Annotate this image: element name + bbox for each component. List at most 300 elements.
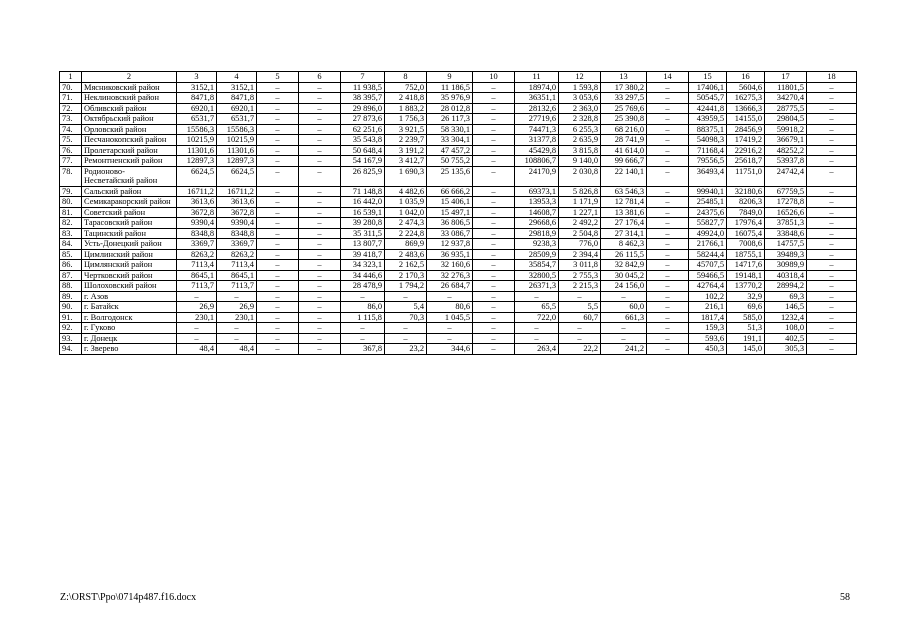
value-cell: – bbox=[299, 302, 341, 313]
value-cell: – bbox=[257, 228, 299, 239]
value-cell: 45707,5 bbox=[689, 260, 727, 271]
value-cell: 30 045,2 bbox=[601, 270, 647, 281]
value-cell: – bbox=[385, 333, 427, 344]
row-number-cell: 78. bbox=[60, 166, 82, 186]
value-cell: – bbox=[647, 93, 689, 104]
district-name-cell: Ремонтненский район bbox=[82, 156, 177, 167]
table-row bbox=[60, 302, 857, 313]
value-cell: 8263,2 bbox=[217, 249, 257, 260]
value-cell: – bbox=[647, 249, 689, 260]
header-cell: 2 bbox=[82, 72, 177, 83]
district-name-cell: г. Гуково bbox=[82, 323, 177, 334]
value-cell: – bbox=[427, 323, 473, 334]
value-cell: – bbox=[647, 333, 689, 344]
value-cell: 3152,1 bbox=[217, 82, 257, 93]
value-cell: – bbox=[473, 218, 515, 229]
value-cell: 13 381,6 bbox=[601, 207, 647, 218]
value-cell: – bbox=[807, 135, 857, 146]
value-cell: 22,2 bbox=[559, 344, 601, 355]
district-name-cell: Сальский район bbox=[82, 186, 177, 197]
value-cell: – bbox=[473, 333, 515, 344]
value-cell: – bbox=[807, 281, 857, 292]
value-cell: 16711,2 bbox=[217, 186, 257, 197]
value-cell: – bbox=[647, 218, 689, 229]
value-cell: – bbox=[807, 82, 857, 93]
value-cell: 43959,5 bbox=[689, 114, 727, 125]
value-cell: 37851,3 bbox=[765, 218, 807, 229]
table-row bbox=[60, 124, 857, 135]
table-row bbox=[60, 145, 857, 156]
value-cell: 60,0 bbox=[601, 302, 647, 313]
row-number-cell: 93. bbox=[60, 333, 82, 344]
value-cell: – bbox=[807, 260, 857, 271]
value-cell: – bbox=[299, 197, 341, 208]
row-number-cell: 71. bbox=[60, 93, 82, 104]
district-name-cell: г. Батайск bbox=[82, 302, 177, 313]
value-cell: 230,1 bbox=[217, 312, 257, 323]
value-cell: – bbox=[807, 291, 857, 302]
value-cell: 86,0 bbox=[341, 302, 385, 313]
value-cell: – bbox=[473, 239, 515, 250]
row-number-cell: 72. bbox=[60, 103, 82, 114]
value-cell: – bbox=[647, 207, 689, 218]
value-cell: – bbox=[473, 166, 515, 186]
value-cell: – bbox=[807, 312, 857, 323]
district-name-cell: г. Азов bbox=[82, 291, 177, 302]
district-name-cell: Цимлянский район bbox=[82, 260, 177, 271]
value-cell: 59466,5 bbox=[689, 270, 727, 281]
value-cell: 8645,1 bbox=[177, 270, 217, 281]
value-cell: – bbox=[473, 302, 515, 313]
value-cell: – bbox=[299, 186, 341, 197]
value-cell: 34 446,6 bbox=[341, 270, 385, 281]
value-cell: 6531,7 bbox=[177, 114, 217, 125]
value-cell: 25 390,8 bbox=[601, 114, 647, 125]
value-cell: – bbox=[647, 302, 689, 313]
value-cell: – bbox=[647, 323, 689, 334]
value-cell: 55827,7 bbox=[689, 218, 727, 229]
value-cell: 12897,3 bbox=[217, 156, 257, 167]
district-name-cell: Чертковский район bbox=[82, 270, 177, 281]
value-cell: – bbox=[299, 239, 341, 250]
value-cell: – bbox=[601, 323, 647, 334]
value-cell: 35 311,5 bbox=[341, 228, 385, 239]
value-cell: 29 896,0 bbox=[341, 103, 385, 114]
value-cell: 99940,1 bbox=[689, 186, 727, 197]
table-row bbox=[60, 166, 857, 186]
value-cell: – bbox=[257, 145, 299, 156]
value-cell: 42764,4 bbox=[689, 281, 727, 292]
value-cell: 6 255,3 bbox=[559, 124, 601, 135]
value-cell: 24742,4 bbox=[765, 166, 807, 186]
value-cell: 11751,0 bbox=[727, 166, 765, 186]
value-cell: – bbox=[299, 166, 341, 186]
table-row bbox=[60, 312, 857, 323]
value-cell: – bbox=[177, 333, 217, 344]
value-cell: 108,0 bbox=[765, 323, 807, 334]
value-cell: 34 323,1 bbox=[341, 260, 385, 271]
value-cell: – bbox=[257, 207, 299, 218]
value-cell: – bbox=[807, 239, 857, 250]
value-cell: 54098,3 bbox=[689, 135, 727, 146]
table-row bbox=[60, 323, 857, 334]
table-row bbox=[60, 260, 857, 271]
table-row bbox=[60, 270, 857, 281]
header-cell: 8 bbox=[385, 72, 427, 83]
value-cell: – bbox=[601, 333, 647, 344]
value-cell: 2 170,3 bbox=[385, 270, 427, 281]
value-cell: – bbox=[299, 114, 341, 125]
value-cell: 60,7 bbox=[559, 312, 601, 323]
value-cell: – bbox=[515, 323, 559, 334]
value-cell: 14608,7 bbox=[515, 207, 559, 218]
value-cell: – bbox=[647, 124, 689, 135]
value-cell: 191,1 bbox=[727, 333, 765, 344]
value-cell: – bbox=[299, 270, 341, 281]
value-cell: 65,5 bbox=[515, 302, 559, 313]
value-cell: 28775,5 bbox=[765, 103, 807, 114]
header-cell: 6 bbox=[299, 72, 341, 83]
value-cell: 14717,6 bbox=[727, 260, 765, 271]
value-cell: 722,0 bbox=[515, 312, 559, 323]
value-cell: 25618,7 bbox=[727, 156, 765, 167]
value-cell: 29668,6 bbox=[515, 218, 559, 229]
data-table bbox=[59, 71, 857, 355]
value-cell: 54 167,9 bbox=[341, 156, 385, 167]
value-cell: – bbox=[385, 291, 427, 302]
value-cell: 146,5 bbox=[765, 302, 807, 313]
value-cell: 16275,3 bbox=[727, 93, 765, 104]
district-name-cell: Песчанокопский район bbox=[82, 135, 177, 146]
value-cell: – bbox=[807, 186, 857, 197]
value-cell: – bbox=[257, 270, 299, 281]
value-cell: 216,1 bbox=[689, 302, 727, 313]
value-cell: 776,0 bbox=[559, 239, 601, 250]
value-cell: – bbox=[385, 323, 427, 334]
value-cell: – bbox=[257, 302, 299, 313]
value-cell: 8471,8 bbox=[217, 93, 257, 104]
value-cell: 7113,4 bbox=[217, 260, 257, 271]
district-name-cell: Советский район bbox=[82, 207, 177, 218]
table-row bbox=[60, 103, 857, 114]
value-cell: 53937,8 bbox=[765, 156, 807, 167]
value-cell: 11301,6 bbox=[177, 145, 217, 156]
value-cell: 66 666,2 bbox=[427, 186, 473, 197]
value-cell: 1 042,0 bbox=[385, 207, 427, 218]
value-cell: 18755,1 bbox=[727, 249, 765, 260]
value-cell: 39 280,8 bbox=[341, 218, 385, 229]
header-cell: 16 bbox=[727, 72, 765, 83]
value-cell: – bbox=[473, 281, 515, 292]
value-cell: – bbox=[299, 312, 341, 323]
header-cell: 1 bbox=[60, 72, 82, 83]
value-cell: 1 883,2 bbox=[385, 103, 427, 114]
header-cell: 15 bbox=[689, 72, 727, 83]
value-cell: 17278,8 bbox=[765, 197, 807, 208]
value-cell: – bbox=[559, 291, 601, 302]
value-cell: – bbox=[807, 323, 857, 334]
header-cell: 3 bbox=[177, 72, 217, 83]
value-cell: – bbox=[473, 323, 515, 334]
header-cell: 17 bbox=[765, 72, 807, 83]
value-cell: 8 462,3 bbox=[601, 239, 647, 250]
value-cell: 25 769,6 bbox=[601, 103, 647, 114]
row-number-cell: 84. bbox=[60, 239, 82, 250]
value-cell: 11801,5 bbox=[765, 82, 807, 93]
value-cell: 49924,0 bbox=[689, 228, 727, 239]
value-cell: 36 935,1 bbox=[427, 249, 473, 260]
value-cell: – bbox=[647, 260, 689, 271]
value-cell: – bbox=[257, 344, 299, 355]
value-cell: – bbox=[647, 239, 689, 250]
value-cell: 402,5 bbox=[765, 333, 807, 344]
value-cell: 28 478,9 bbox=[341, 281, 385, 292]
value-cell: – bbox=[299, 249, 341, 260]
value-cell: 38 395,7 bbox=[341, 93, 385, 104]
table-row bbox=[60, 281, 857, 292]
header-cell: 14 bbox=[647, 72, 689, 83]
value-cell: 67759,5 bbox=[765, 186, 807, 197]
header-cell: 9 bbox=[427, 72, 473, 83]
value-cell: 26 825,9 bbox=[341, 166, 385, 186]
value-cell: 7008,6 bbox=[727, 239, 765, 250]
row-number-cell: 83. bbox=[60, 228, 82, 239]
value-cell: 585,0 bbox=[727, 312, 765, 323]
row-number-cell: 70. bbox=[60, 82, 82, 93]
value-cell: 24 156,0 bbox=[601, 281, 647, 292]
value-cell: 1 035,9 bbox=[385, 197, 427, 208]
value-cell: – bbox=[807, 114, 857, 125]
value-cell: 1817,4 bbox=[689, 312, 727, 323]
value-cell: – bbox=[647, 166, 689, 186]
value-cell: – bbox=[647, 281, 689, 292]
value-cell: 36493,4 bbox=[689, 166, 727, 186]
district-name-cell: Цимлинский район bbox=[82, 249, 177, 260]
row-number-cell: 88. bbox=[60, 281, 82, 292]
value-cell: 3152,1 bbox=[177, 82, 217, 93]
value-cell: 32800,5 bbox=[515, 270, 559, 281]
district-name-cell: г. Донецк bbox=[82, 333, 177, 344]
value-cell: 47 457,2 bbox=[427, 145, 473, 156]
value-cell: 15 497,1 bbox=[427, 207, 473, 218]
value-cell: – bbox=[807, 124, 857, 135]
value-cell: – bbox=[257, 249, 299, 260]
value-cell: 305,3 bbox=[765, 344, 807, 355]
value-cell: – bbox=[257, 281, 299, 292]
value-cell: 41 614,0 bbox=[601, 145, 647, 156]
value-cell: 79556,5 bbox=[689, 156, 727, 167]
district-name-cell: Родионово-Несветайский район bbox=[82, 166, 177, 186]
row-number-cell: 91. bbox=[60, 312, 82, 323]
value-cell: 6531,7 bbox=[217, 114, 257, 125]
value-cell: – bbox=[341, 323, 385, 334]
district-name-cell: Пролетарский район bbox=[82, 145, 177, 156]
footer-page-number: 58 bbox=[840, 592, 850, 603]
value-cell: – bbox=[299, 218, 341, 229]
value-cell: 3 412,7 bbox=[385, 156, 427, 167]
value-cell: – bbox=[473, 344, 515, 355]
row-number-cell: 94. bbox=[60, 344, 82, 355]
value-cell: 88375,1 bbox=[689, 124, 727, 135]
value-cell: 28456,9 bbox=[727, 124, 765, 135]
value-cell: 9 140,0 bbox=[559, 156, 601, 167]
header-cell: 4 bbox=[217, 72, 257, 83]
value-cell: 70,3 bbox=[385, 312, 427, 323]
value-cell: – bbox=[257, 312, 299, 323]
value-cell: 16075,4 bbox=[727, 228, 765, 239]
row-number-cell: 76. bbox=[60, 145, 82, 156]
value-cell: 35854,7 bbox=[515, 260, 559, 271]
value-cell: 2 492,2 bbox=[559, 218, 601, 229]
value-cell: 48252,2 bbox=[765, 145, 807, 156]
value-cell: 26 115,5 bbox=[601, 249, 647, 260]
value-cell: 32,9 bbox=[727, 291, 765, 302]
value-cell: 28509,9 bbox=[515, 249, 559, 260]
value-cell: 34270,4 bbox=[765, 93, 807, 104]
district-name-cell: г. Зверево bbox=[82, 344, 177, 355]
footer-file-path: Z:\ORST\Ppo\0714p487.f16.docx bbox=[60, 592, 197, 603]
value-cell: 14757,5 bbox=[765, 239, 807, 250]
value-cell: – bbox=[473, 156, 515, 167]
header-cell: 12 bbox=[559, 72, 601, 83]
value-cell: 5604,6 bbox=[727, 82, 765, 93]
value-cell: – bbox=[257, 135, 299, 146]
value-cell: 4 482,6 bbox=[385, 186, 427, 197]
value-cell: 367,8 bbox=[341, 344, 385, 355]
value-cell: 6920,1 bbox=[177, 103, 217, 114]
district-name-cell: Мясниковский район bbox=[82, 82, 177, 93]
value-cell: 1232,4 bbox=[765, 312, 807, 323]
value-cell: 36351,1 bbox=[515, 93, 559, 104]
value-cell: – bbox=[473, 145, 515, 156]
value-cell: 869,9 bbox=[385, 239, 427, 250]
value-cell: 33848,6 bbox=[765, 228, 807, 239]
value-cell: – bbox=[647, 291, 689, 302]
value-cell: – bbox=[257, 103, 299, 114]
table-row bbox=[60, 135, 857, 146]
header-cell: 10 bbox=[473, 72, 515, 83]
row-number-cell: 85. bbox=[60, 249, 82, 260]
value-cell: 30989,9 bbox=[765, 260, 807, 271]
value-cell: 26371,3 bbox=[515, 281, 559, 292]
value-cell: 2 215,3 bbox=[559, 281, 601, 292]
value-cell: 26 684,7 bbox=[427, 281, 473, 292]
value-cell: 33 304,1 bbox=[427, 135, 473, 146]
value-cell: – bbox=[473, 312, 515, 323]
value-cell: – bbox=[807, 145, 857, 156]
value-cell: 27 873,6 bbox=[341, 114, 385, 125]
value-cell: 24170,9 bbox=[515, 166, 559, 186]
row-number-cell: 73. bbox=[60, 114, 82, 125]
value-cell: 50 648,4 bbox=[341, 145, 385, 156]
value-cell: – bbox=[257, 333, 299, 344]
value-cell: 13953,3 bbox=[515, 197, 559, 208]
value-cell: – bbox=[807, 207, 857, 218]
value-cell: 11301,6 bbox=[217, 145, 257, 156]
value-cell: – bbox=[299, 333, 341, 344]
table-row bbox=[60, 239, 857, 250]
value-cell: 29804,5 bbox=[765, 114, 807, 125]
value-cell: 2 635,9 bbox=[559, 135, 601, 146]
value-cell: 1 115,8 bbox=[341, 312, 385, 323]
value-cell: – bbox=[647, 228, 689, 239]
value-cell: 2 483,6 bbox=[385, 249, 427, 260]
value-cell: 17419,2 bbox=[727, 135, 765, 146]
value-cell: 7113,7 bbox=[217, 281, 257, 292]
value-cell: 10215,9 bbox=[177, 135, 217, 146]
value-cell: – bbox=[257, 218, 299, 229]
value-cell: – bbox=[257, 114, 299, 125]
value-cell: – bbox=[807, 218, 857, 229]
value-cell: 74471,3 bbox=[515, 124, 559, 135]
value-cell: 21766,1 bbox=[689, 239, 727, 250]
value-cell: 6624,5 bbox=[217, 166, 257, 186]
value-cell: 102,2 bbox=[689, 291, 727, 302]
value-cell: 9238,3 bbox=[515, 239, 559, 250]
value-cell: 3613,6 bbox=[177, 197, 217, 208]
value-cell: 2 162,5 bbox=[385, 260, 427, 271]
value-cell: – bbox=[299, 156, 341, 167]
value-cell: 68 216,0 bbox=[601, 124, 647, 135]
value-cell: 3 053,6 bbox=[559, 93, 601, 104]
value-cell: – bbox=[807, 270, 857, 281]
value-cell: – bbox=[257, 239, 299, 250]
value-cell: 35 543,8 bbox=[341, 135, 385, 146]
value-cell: – bbox=[647, 135, 689, 146]
value-cell: 2 394,4 bbox=[559, 249, 601, 260]
value-cell: 17 380,2 bbox=[601, 82, 647, 93]
value-cell: 17976,4 bbox=[727, 218, 765, 229]
value-cell: 2 224,8 bbox=[385, 228, 427, 239]
district-name-cell: Орловский район bbox=[82, 124, 177, 135]
value-cell: 5,4 bbox=[385, 302, 427, 313]
header-row bbox=[60, 72, 857, 83]
value-cell: 8348,8 bbox=[217, 228, 257, 239]
value-cell: 9390,4 bbox=[217, 218, 257, 229]
value-cell: 62 251,6 bbox=[341, 124, 385, 135]
row-number-cell: 82. bbox=[60, 218, 82, 229]
value-cell: 15 406,1 bbox=[427, 197, 473, 208]
value-cell: 1 690,3 bbox=[385, 166, 427, 186]
value-cell: 35 976,9 bbox=[427, 93, 473, 104]
value-cell: – bbox=[647, 82, 689, 93]
value-cell: 18974,0 bbox=[515, 82, 559, 93]
value-cell: 25 135,6 bbox=[427, 166, 473, 186]
value-cell: 28132,6 bbox=[515, 103, 559, 114]
value-cell: – bbox=[257, 156, 299, 167]
value-cell: 58 330,1 bbox=[427, 124, 473, 135]
value-cell: 26 117,3 bbox=[427, 114, 473, 125]
value-cell: – bbox=[427, 291, 473, 302]
value-cell: 19148,1 bbox=[727, 270, 765, 281]
value-cell: – bbox=[257, 186, 299, 197]
row-number-cell: 81. bbox=[60, 207, 82, 218]
value-cell: – bbox=[299, 291, 341, 302]
district-name-cell: Тарасовский район bbox=[82, 218, 177, 229]
value-cell: 2 474,3 bbox=[385, 218, 427, 229]
value-cell: – bbox=[559, 333, 601, 344]
value-cell: 2 363,0 bbox=[559, 103, 601, 114]
value-cell: – bbox=[257, 166, 299, 186]
value-cell: 3 815,8 bbox=[559, 145, 601, 156]
value-cell: – bbox=[515, 291, 559, 302]
value-cell: – bbox=[341, 291, 385, 302]
value-cell: – bbox=[257, 93, 299, 104]
table-row bbox=[60, 207, 857, 218]
value-cell: 2 755,3 bbox=[559, 270, 601, 281]
value-cell: – bbox=[807, 166, 857, 186]
value-cell: 12 937,8 bbox=[427, 239, 473, 250]
